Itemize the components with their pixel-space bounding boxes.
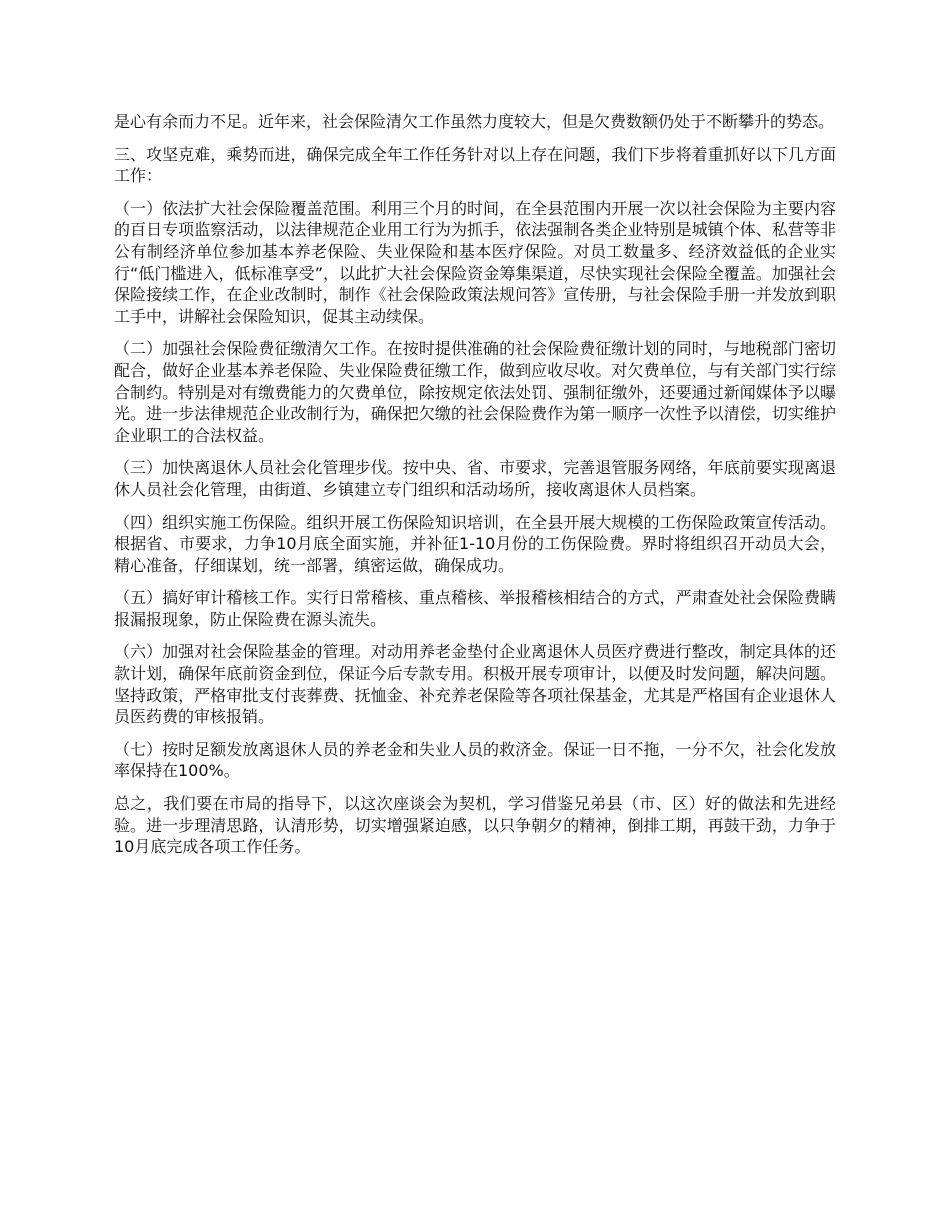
paragraph-item-3: （三）加快离退休人员社会化管理步伐。按中央、省、市要求，完善退管服务网络，年底前要实现离退休人员社会化管理，由街道、乡镇建立专门组织和活动场所，接收离退休人员档案。 <box>114 458 836 499</box>
paragraph-section-three-heading: 三、攻坚克难，乘势而进，确保完成全年工作任务针对以上存在问题，我们下步将着重抓好以下几方面工作： <box>114 144 836 186</box>
document-body <box>114 111 836 869</box>
paragraph-item-5: （五）搞好审计稽核工作。实行日常稽核、重点稽核、举报稽核相结合的方式，严肃查处社会保险费瞒报漏报现象，防止保险费在源头流失。 <box>114 588 836 629</box>
paragraph-item-6: （六）加强对社会保险基金的管理。对动用养老金垫付企业离退休人员医疗费进行整改，制定具体的还款计划，确保年底前资金到位，保证今后专款专用。积极开展专项审计，以便及时发问题，解决问题。坚持政策，严格审批支付丧葬费、抚恤金、补充养老保险等各项社保基金，尤其是严格国有企业退休人员医药费的审核报销。 <box>114 642 836 727</box>
paragraph-item-7: （七）按时足额发放离退休人员的养老金和失业人员的救济金。保证一日不拖，一分不欠，社会化发放率保持在100%。 <box>114 739 836 781</box>
paragraph-item-2: （二）加强社会保险费征缴清欠工作。在按时提供准确的社会保险费征缴计划的同时，与地税部门密切配合，做好企业基本养老保险、失业保险费征缴工作，做到应收尽收。对欠费单位，与有关部门实行综合制约。特别是对有缴费能力的欠费单位，除按规定依法处罚、强制征缴外，还要通过新闻媒体予以曝光。进一步法律规范企业改制行为，确保把欠缴的社会保险费作为第一顺序一次性予以清偿，切实维护企业职工的合法权益。 <box>114 339 836 445</box>
paragraph-item-1: （一）依法扩大社会保险覆盖范围。利用三个月的时间，在全县范围内开展一次以社会保险为主要内容的百日专项监察活动，以法律规范企业用工行为为抓手，依法强制各类企业特别是城镇个体、私营等非公有制经济单位参加基本养老保险、失业保险和基本医疗保险。对员工数量多、经济效益低的企业实行“低门槛进入，低标准享受”，以此扩大社会保险资金筹集渠道，尽快实现社会保险全覆盖。加强社会保险接续工作，在企业改制时，制作《社会保险政策法规问答》宣传册，与社会保险手册一并发放到职工手中，讲解社会保险知识，促其主动续保。 <box>114 198 836 326</box>
paragraph-continuation: 是心有余而力不足。近年来，社会保险清欠工作虽然力度较大，但是欠费数额仍处于不断攀升的势态。 <box>114 112 835 131</box>
paragraph-conclusion: 总之，我们要在市局的指导下，以这次座谈会为契机，学习借鉴兄弟县（市、区）好的做法和先进经验。进一步理清思路，认清形势，切实增强紧迫感，以只争朝夕的精神，倒排工期，再鼓干劲，力争于10月底完成各项工作任务。 <box>114 794 836 857</box>
paragraph-item-4: （四）组织实施工伤保险。组织开展工伤保险知识培训，在全县开展大规模的工伤保险政策宣传活动。根据省、市要求，力争10月底全面实施，并补征1-10月份的工伤保险费。界时将组织召开动员大会，精心准备，仔细谋划，统一部署，缜密运做，确保成功。 <box>114 512 836 575</box>
